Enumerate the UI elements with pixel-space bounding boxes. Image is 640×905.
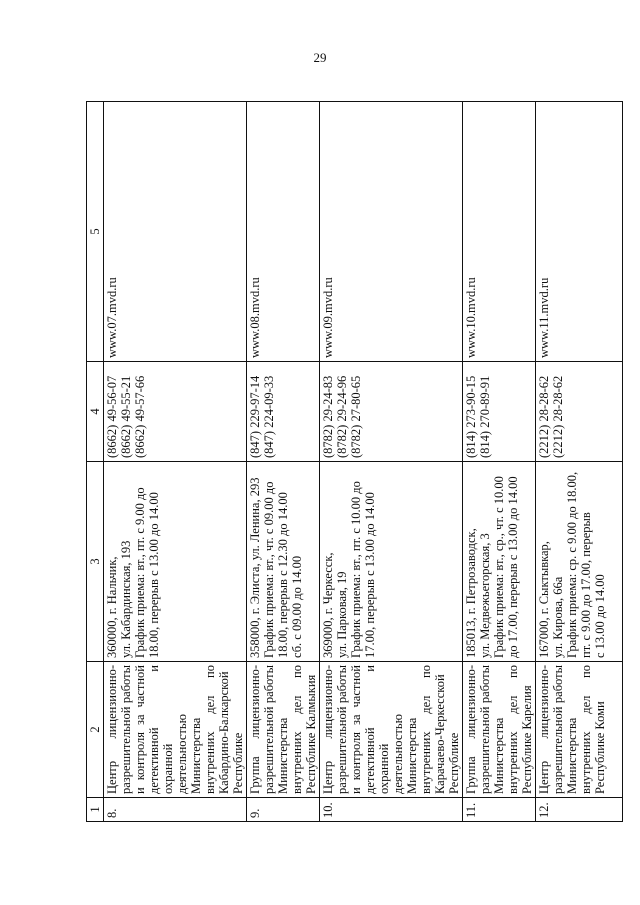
- address-line: 167000, г. Сыктывкар,: [537, 541, 551, 658]
- address-line: ул. Парковая, 19: [335, 571, 349, 658]
- schedule-line: График приема: ср. с 9.00 до 18.00,: [565, 471, 579, 658]
- phone-number: (8782) 29-24-96: [335, 375, 349, 458]
- contacts-table: [86, 101, 623, 822]
- row-number: 11.: [463, 798, 536, 822]
- phone-number: (8662) 49-56-07: [105, 375, 119, 458]
- phone-number: (2212) 28-28-62: [537, 375, 551, 458]
- website-cell: www.07.mvd.ru: [104, 102, 247, 362]
- table-row: [463, 102, 536, 822]
- header-col-1: 1: [87, 798, 104, 822]
- header-col-5: 5: [87, 102, 104, 362]
- rotated-table-container: [86, 102, 607, 822]
- address-line: ул. Кабардинская, 193: [119, 540, 133, 658]
- table-row: [104, 102, 247, 822]
- schedule-line: 17.00, перерыв с 13.00 до 14.00: [363, 492, 377, 658]
- phones-cell: [536, 362, 623, 462]
- address-line: 185013, г. Петрозаводск,: [464, 528, 478, 658]
- row-number: 8.: [104, 798, 247, 822]
- table-row: [247, 102, 320, 822]
- website-cell: www.11.mvd.ru: [536, 102, 623, 362]
- phone-number: (814) 270-89-91: [478, 375, 492, 458]
- phones-cell: [247, 362, 320, 462]
- phone-number: (814) 273-90-15: [464, 375, 478, 458]
- address-line: ул. Медвежьегорская, 3: [478, 533, 492, 658]
- schedule-line: пт. с 9.00 до 17.00, перерыв: [579, 512, 593, 658]
- phone-number: (8662) 49-57-66: [133, 375, 147, 458]
- phone-number: (2212) 28-28-62: [551, 375, 565, 458]
- phones-cell: [320, 362, 463, 462]
- website-cell: www.09.mvd.ru: [320, 102, 463, 362]
- schedule-line: График приема: вт., чт. с 09.00 до: [262, 481, 276, 658]
- phone-number: (8782) 29-24-83: [321, 375, 335, 458]
- row-number: 10.: [320, 798, 463, 822]
- address-line: 369000, г. Черкесск,: [321, 552, 335, 658]
- organization-name: Центр лицензионно-разрешительной работы и контроля за частной детективной и охранной деятельностью Министерства внутренних дел по Кабардино-Балкарской Республике: [104, 662, 247, 798]
- organization-name: Центр лицензионно-разрешительной работы и контроля за частной детективной и охранной деятельностью Министерства внутренних дел по Карачаево-Черкесской Республике: [320, 662, 463, 798]
- row-number: 12.: [536, 798, 623, 822]
- website-cell: www.08.mvd.ru: [247, 102, 320, 362]
- address-cell: [536, 462, 623, 662]
- phone-number: (847) 224-09-33: [262, 375, 276, 458]
- phone-number: (847) 229-97-14: [248, 375, 262, 458]
- address-line: 358000, г. Элиста, ул. Ленина, 293: [248, 477, 262, 658]
- row-number: 9.: [247, 798, 320, 822]
- header-col-4: 4: [87, 362, 104, 462]
- schedule-line: 18.00, перерыв с 12.30 до 14.00: [276, 492, 290, 658]
- table-row: [320, 102, 463, 822]
- schedule-line: График приема: вт., ср., чт. с 10.00: [492, 476, 506, 658]
- schedule-line: сб. с 09.00 до 14.00: [290, 555, 304, 658]
- header-col-3: 3: [87, 462, 104, 662]
- phone-number: (8662) 49-55-21: [119, 375, 133, 458]
- address-line: 360000, г. Нальчик,: [105, 556, 119, 658]
- header-row: [87, 102, 104, 822]
- address-line: ул. Кирова, 66а: [551, 576, 565, 658]
- schedule-line: 18.00, перерыв с 13.00 до 14.00: [147, 492, 161, 658]
- address-cell: [104, 462, 247, 662]
- header-col-2: 2: [87, 662, 104, 798]
- phone-number: (8782) 27-80-65: [349, 375, 363, 458]
- schedule-line: График приема: вт., пт. с 10.00 до: [349, 481, 363, 658]
- phones-cell: [463, 362, 536, 462]
- page-number: 29: [313, 50, 327, 65]
- address-cell: [320, 462, 463, 662]
- address-cell: [463, 462, 536, 662]
- address-cell: [247, 462, 320, 662]
- table-row: [536, 102, 623, 822]
- schedule-line: с 13.00 до 14.00: [593, 574, 607, 658]
- phones-cell: [104, 362, 247, 462]
- organization-name: Группа лицензионно-разрешительной работы Министерства внутренних дел по Республике Карелия: [463, 662, 536, 798]
- schedule-line: до 17.00, перерыв с 13.00 до 14.00: [506, 476, 520, 658]
- website-cell: www.10.mvd.ru: [463, 102, 536, 362]
- schedule-line: График приема: вт., пт. с 9.00 до: [133, 487, 147, 658]
- organization-name: Центр лицензионно-разрешительной работы Министерства внутренних дел по Республике Коми: [536, 662, 623, 798]
- organization-name: Группа лицензионно-разрешительной работы Министерства внутренних дел по Республике Калмыкия: [247, 662, 320, 798]
